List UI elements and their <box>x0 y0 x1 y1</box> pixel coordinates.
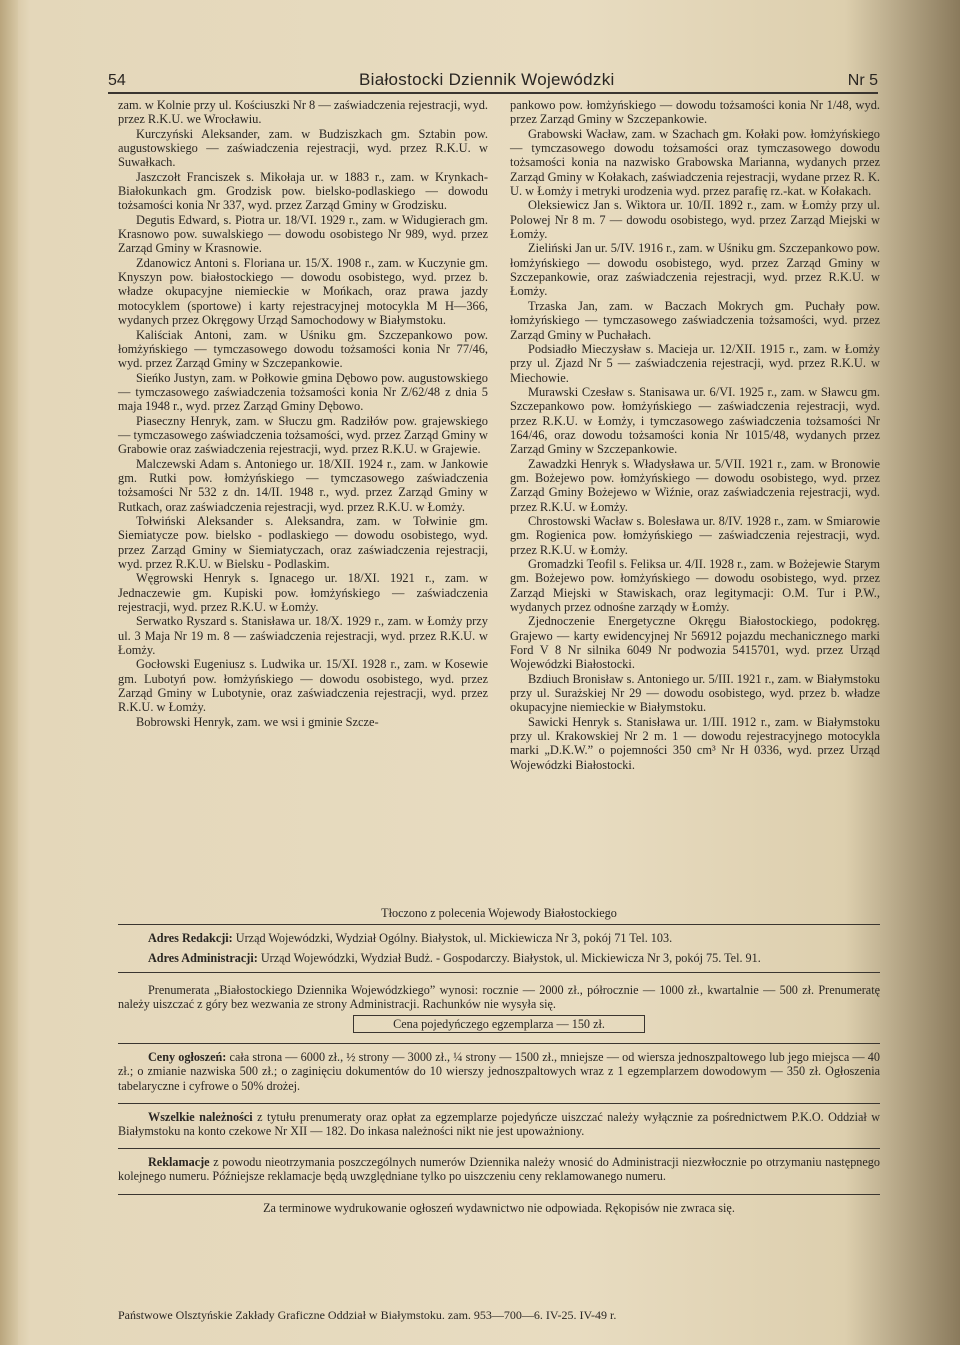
ad-prices <box>118 1050 880 1093</box>
complaints-info <box>118 1155 880 1183</box>
entry-paragraph: Zawadzki Henryk s. Władysława ur. 5/VII. 1921 r., zam. w Bronowie gm. Bożejewo pow. łomżyńskiego — dowodu osobistego, wyd. przez Zarząd Gminy Bożejewo w Wiźnie, oraz zaświadczenia rejestracji, wyd. przez R.K.U. w Łomży. <box>510 456 880 514</box>
complaints-label: Reklamacje <box>148 1155 210 1170</box>
left-column <box>118 98 488 729</box>
payments-text: z tytułu prenumeraty oraz opłat za egzemplarze pojedyńcze uiszczać należy wyłącznie za pośrednictwem P.K.O. Oddział w Białymstoku na konto czekowe Nr XII — 182. Do inkasa należności nikt nie jest upoważniony. <box>118 1109 881 1139</box>
payments-label: Wszelkie należności <box>148 1109 253 1124</box>
issue-number: Nr 5 <box>847 72 878 89</box>
payments-info <box>118 1110 880 1138</box>
entry-paragraph: zam. w Kolnie przy ul. Kościuszki Nr 8 — zaświadczenia rejestracji, wyd. przez R.K.U. we Wrocławiu. <box>118 98 488 127</box>
right-column <box>510 98 880 772</box>
ad-prices-label: Ceny ogłoszeń: <box>148 1050 227 1065</box>
entry-paragraph: Trzaska Jan, zam. w Baczach Mokrych gm. Puchały pow. łomżyńskiego — tymczasowego zaświadczenia tożsamości, wyd. przez Zarząd Gminy w Puchałach. <box>510 298 880 342</box>
entry-paragraph: Zdanowicz Antoni s. Floriana ur. 15/X. 1908 r., zam. w Kuczynie gm. Knyszyn pow. białostockiego — dowodu osobistego, wyd. przez b. władze okupacyjne niemieckie w Mońkach, oraz prawa jazdy motocyklem (sportowe) i karty rejestracyjnej motocykla M H—366, wydanych przez Okręgowy Urząd Samochodowy w Białymstoku. <box>118 255 488 328</box>
page-fold-shadow <box>0 0 18 1345</box>
entry-paragraph: Jaszczołt Franciszek s. Mikołaja ur. w 1883 r., zam. w Krynkach-Białokunkach gm. Grodzisk pow. bielsko-podlaskiego — dowodu tożsamości konia Nr 337, wyd. przez Zarząd Gminy w Grodzisku. <box>118 169 488 213</box>
divider <box>118 1103 880 1104</box>
footer-imprint <box>118 904 880 1215</box>
journal-title: Białostocki Dziennik Wojewódzki <box>358 70 615 89</box>
ad-prices-text: cała strona — 6000 zł., ½ strony — 3000 zł., ¼ strony — 1500 zł., mniejsze — od wiersza jednoszpaltowego lub jego miejsca — 40 zł.; o zmianie nazwiska 500 zł.; o zaginięciu dokumentów do 10 wierszy jednoszpaltowych wraz z 1 egzemplarzem dowodowym — 350 zł. Ogłoszenia tabelaryczne i cyfrowe o 50% drożej. <box>118 1050 880 1093</box>
entry-paragraph: Murawski Czesław s. Stanisawa ur. 6/VI. 1925 r., zam. w Sławcu gm. Szczepankowo pow. łomżyńskiego — zaświadczenia rejestracji, wyd. przez R.K.U. w Łomży, i tymczasowego zaświadczenia tożsamości Nr 164/46, oraz dowodu tożsamości konia Nr 1015/48, wydanych przez Zarząd Gminy w Szczepankowie. <box>510 384 880 457</box>
entry-paragraph: Podsiadło Mieczysław s. Macieja ur. 12/XII. 1915 r., zam. w Łomży przy ul. Zjazd Nr 5 — zaświadczenia rejestracji, wyd. przez R.K.U. w Miechowie. <box>510 341 880 385</box>
entry-paragraph: Zjednoczenie Energetyczne Okręgu Białostockiego, podokręg. Grajewo — karty ewidencyjnej Nr 56912 pojazdu mechanicznego marki Ford V 8 Nr silnika 6049 Nr podwozia 5415701, wyd. przez Urząd Wojewódzki Białostocki. <box>510 614 880 672</box>
divider <box>118 1148 880 1149</box>
complaints-text: z powodu nieotrzymania poszczególnych numerów Dziennika należy wnosić do Administracji niezwłocznie po otrzymaniu następnego kolejnego numeru. Późniejsze reklamacje będą uwzględniane tylko po uiszczeniu ceny reklamowanego numeru. <box>118 1155 880 1184</box>
subscription-info: Prenumerata „Białostockiego Dziennika Wojewódzkiego” wynosi: rocznie — 2000 zł., półrocznie — 1000 zł., kwartalnie — 500 zł. Prenumeratę należy uiszczać z góry bez wezwania ze strony Administracji. Rachunków nie wysyła się. <box>118 982 880 1011</box>
entry-paragraph: Bzdiuch Bronisław s. Antoniego ur. 5/III. 1921 r., zam. w Białymstoku przy ul. Surażskiej Nr 29 — dowodu osobistego, wyd. przez b. władze okupacyjne niemieckie w Białymstoku. <box>510 671 880 715</box>
entry-paragraph: Węgrowski Henryk s. Ignacego ur. 18/XI. 1921 r., zam. w Jednaczewie gm. Kupiski pow. łomżyńskiego — zaświadczenia rejestracji, wyd. przez R.K.U. w Łomży. <box>118 571 488 615</box>
printed-by-line: Tłoczono z polecenia Wojewody Białostockiego <box>118 904 880 925</box>
disclaimer: Za terminowe wydrukowanie ogłoszeń wydawnictwo nie odpowiada. Rękopisów nie zwraca się. <box>263 1200 735 1215</box>
admin-address <box>118 951 880 971</box>
entry-paragraph: Bobrowski Henryk, zam. we wsi i gminie Szcze- <box>136 714 379 729</box>
editorial-address-text: Urząd Wojewódzki, Wydział Ogólny. Białystok, ul. Mickiewicza Nr 3, pokój 71 Tel. 103. <box>235 931 673 946</box>
entry-paragraph: Chrostowski Wacław s. Bolesława ur. 8/IV. 1928 r., zam. w Smiarowie gm. Rogienica pow. łomżyńskiego — zaświadczenia rejestracji, wyd. przez R.K.U. w Łomży. <box>510 513 880 557</box>
entry-paragraph: Tołwiński Aleksander s. Aleksandra, zam. w Tołwinie gm. Siemiatycze pow. bielsko - podlaskiego — dowodu osobistego, wyd. przez Zarząd Gminy w Siemiatyczach, oraz zaświadczenia rejestracji, wyd. przez R.K.U. w Bielsku - Podlaskim. <box>118 513 488 571</box>
divider <box>118 1194 880 1195</box>
editorial-address-label: Adres Redakcji: <box>148 931 233 946</box>
entry-paragraph: Degutis Edward, s. Piotra ur. 18/VI. 1929 r., zam. w Widugierach gm. Krasnowo pow. suwalskiego — dowodu osobistego Nr 989, wyd. przez Zarząd Gminy w Krasnowie. <box>118 212 488 256</box>
entry-paragraph: Gromadzki Teofil s. Feliksa ur. 4/II. 1928 r., zam. w Bożejewie Starym gm. Bożejewo pow. łomżyńskiego — dowodu osobistego, wyd. przez Zarząd Miejski w Stawiskach, oraz legitymacji: O.M. Tur i P.W., wydanych przez odnośne zarządy w Łomży. <box>510 557 880 615</box>
entry-paragraph: pankowo pow. łomżyńskiego — dowodu tożsamości konia Nr 1/48, wyd. przez Zarząd Gminy w Szczepankowie. <box>510 98 880 127</box>
single-copy-price: Cena pojedyńczego egzemplarza — 150 zł. <box>353 1015 645 1033</box>
entry-paragraph: Kaliściak Antoni, zam. w Uśniku gm. Szczepankowo pow. łomżyńskiego — tymczasowego dowodu tożsamości konia Nr 77/46, wyd. przez Zarząd Gminy w Szczepankowie. <box>118 327 488 371</box>
page-number: 54 <box>108 72 126 89</box>
admin-address-text: Urząd Wojewódzki, Wydział Budż. - Gospodarczy. Białystok, ul. Mickiewicza Nr 3, pokój 75. Tel. 91. <box>260 951 761 966</box>
entry-paragraph: Sawicki Henryk s. Stanisława ur. 1/III. 1912 r., zam. w Białymstoku przy ul. Krakowskiej Nr 2 m. 1 — dowodu rejestracyjnego motocykla marki „D.K.W.” o pojemności 350 cm³ Nr H 0336, wyd. przez Urząd Wojewódzki Białostocki. <box>510 714 880 772</box>
editorial-address <box>118 931 880 945</box>
entry-paragraph: Piaseczny Henryk, zam. w Słuczu gm. Radziłów pow. grajewskiego — tymczasowego zaświadczenia tożsamości, wyd. przez Zarząd Gminy w Grabowie oraz zaświadczenia rejestracji, wyd. przez R.K.U. w Grajewie. <box>118 413 488 457</box>
divider <box>118 1043 880 1044</box>
printer-imprint: Państwowe Olsztyńskie Zakłady Graficzne Oddział w Białymstoku. zam. 953—700—6. IV-25. IV-49 r. <box>118 1308 617 1322</box>
page-header <box>108 62 878 94</box>
entry-paragraph: Grabowski Wacław, zam. w Szachach gm. Kołaki pow. łomżyńskiego — tymczasowego dowodu tożsamości oraz tymczasowego dowodu tożsamości konia na nazwisko Grabowska Marianna, wydanych przez Zarząd Gminy w Kołakach, zaświadczenia rejestracji, wydane przez R. K. U. w Łomży i metryki urodzenia wyd. przez parafię rz.-kat. w Kołakach. <box>510 126 880 199</box>
entry-paragraph: Oleksiewicz Jan s. Wiktora ur. 10/II. 1892 r., zam. w Łomży przy ul. Polowej Nr 8 m. 7 — dowodu osobistego, wyd. przez Zarząd Miejski w Łomży. <box>510 198 880 242</box>
admin-address-label: Adres Administracji: <box>148 951 258 966</box>
divider <box>118 972 880 973</box>
entry-paragraph: Gocłowski Eugeniusz s. Ludwika ur. 15/XI. 1928 r., zam. w Kosewie gm. Lubotyń pow. łomżyńskiego — dowodu osobistego, wyd. przez Zarząd Gminy w Lubotynie, oraz zaświadczenia rejestracji, wyd. przez R.K.U. w Łomży. <box>118 657 488 715</box>
entry-paragraph: Zieliński Jan ur. 5/IV. 1916 r., zam. w Uśniku gm. Szczepankowo pow. łomżyńskiego — dowodu osobistego, wyd. przez Zarząd Gminy w Szczepankowie, oraz zaświadczenia rejestracji, wyd. przez R.K.U. w Łomży. <box>510 241 880 299</box>
entry-paragraph: Sieńko Justyn, zam. w Połkowie gmina Dębowo pow. augustowskiego — tymczasowego zaświadczenia tożsamości konia Nr Z/62/48 z dnia 5 maja 1948 r., wyd. przez Zarząd Gminy Dębowo. <box>118 370 488 414</box>
entry-paragraph: Kurczyński Aleksander, zam. w Budziszkach gm. Sztabin pow. augustowskiego — zaświadczenia rejestracji, wyd. przez R.K.U. w Suwałkach. <box>118 126 488 170</box>
entry-paragraph: Malczewski Adam s. Antoniego ur. 18/XII. 1924 r., zam. w Jankowie gm. Rutki pow. łomżyńskiego — tymczasowego zaświadczenia tożsamości Nr 532 z dn. 14/II. 1948 r., wyd. przez Zarząd Gminy w Rutkach, oraz zaświadczenia rejestracji, wyd. przez R.K.U. w Łomży. <box>118 456 488 514</box>
entry-paragraph: Serwatko Ryszard s. Stanisława ur. 18/X. 1929 r., zam. w Łomży przy ul. 3 Maja Nr 19 m. 8 — zaświadczenia rejestracji, wyd. przez R.K.U. w Łomży. <box>118 614 488 658</box>
